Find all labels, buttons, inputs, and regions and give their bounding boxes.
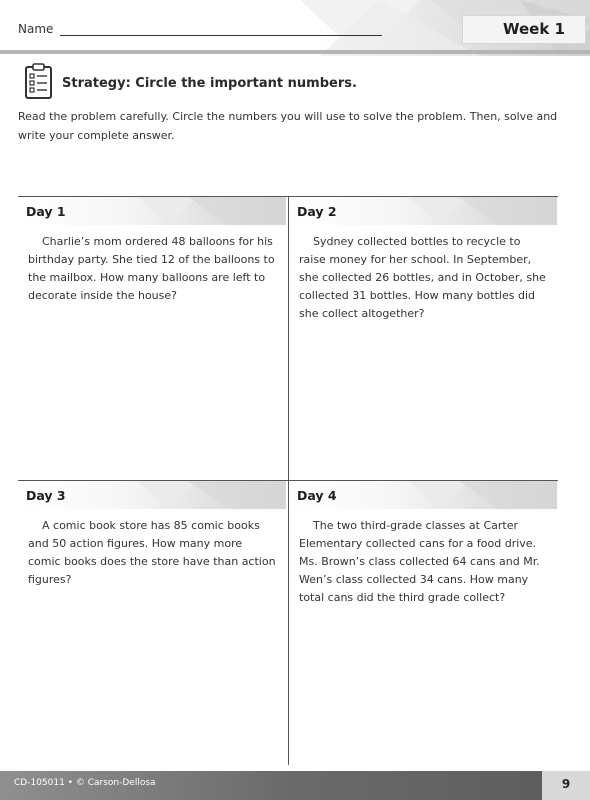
day-4-header	[289, 481, 557, 509]
page-footer	[0, 771, 590, 800]
day-2-panel	[289, 197, 557, 480]
day-1-panel	[18, 197, 286, 480]
day-3-panel	[18, 481, 286, 764]
week-badge	[462, 15, 586, 44]
day-3-label: Day 3	[26, 488, 66, 503]
day-2-label: Day 2	[297, 204, 337, 219]
footer-copyright: CD-105011 • © Carson-Dellosa	[14, 778, 156, 788]
day-3-header	[18, 481, 286, 509]
page-header	[0, 0, 590, 56]
day-1-problem: Charlie’s mom ordered 48 balloons for his birthday party. She tied 12 of the balloons to the mailbox. How many balloons are left to decorate inside the house?	[28, 235, 275, 302]
page-number-box	[542, 771, 590, 800]
day-1-header	[18, 197, 286, 225]
name-field[interactable]	[60, 35, 382, 36]
week-label: Week 1	[503, 20, 565, 38]
day-3-problem: A comic book store has 85 comic books and 50 action figures. How many more comic books does the store have than action figures?	[28, 519, 276, 586]
day-grid	[18, 196, 558, 765]
day-4-label: Day 4	[297, 488, 337, 503]
instructions: Read the problem carefully. Circle the numbers you will use to solve the problem. Then, solve and write your complete answer.	[18, 110, 558, 142]
page-number: 9	[561, 777, 571, 791]
header-divider	[0, 50, 590, 54]
checklist-icon	[24, 62, 54, 104]
day-1-label: Day 1	[26, 204, 66, 219]
day-4-problem: The two third-grade classes at Carter Elementary collected cans for a food drive. Ms. Brown’s class collected 64 cans and Mr. Wen’s class collected 34 cans. How many total cans did the third grade collect?	[299, 519, 540, 604]
day-2-header	[289, 197, 557, 225]
name-label: Name	[18, 22, 54, 36]
day-2-problem: Sydney collected bottles to recycle to raise money for her school. In September, she collected 26 bottles, and in October, she collected 31 bottles. How many bottles did she collect altogether?	[299, 235, 546, 320]
strategy-title: Strategy: Circle the important numbers.	[62, 76, 357, 91]
day-4-panel	[289, 481, 557, 764]
